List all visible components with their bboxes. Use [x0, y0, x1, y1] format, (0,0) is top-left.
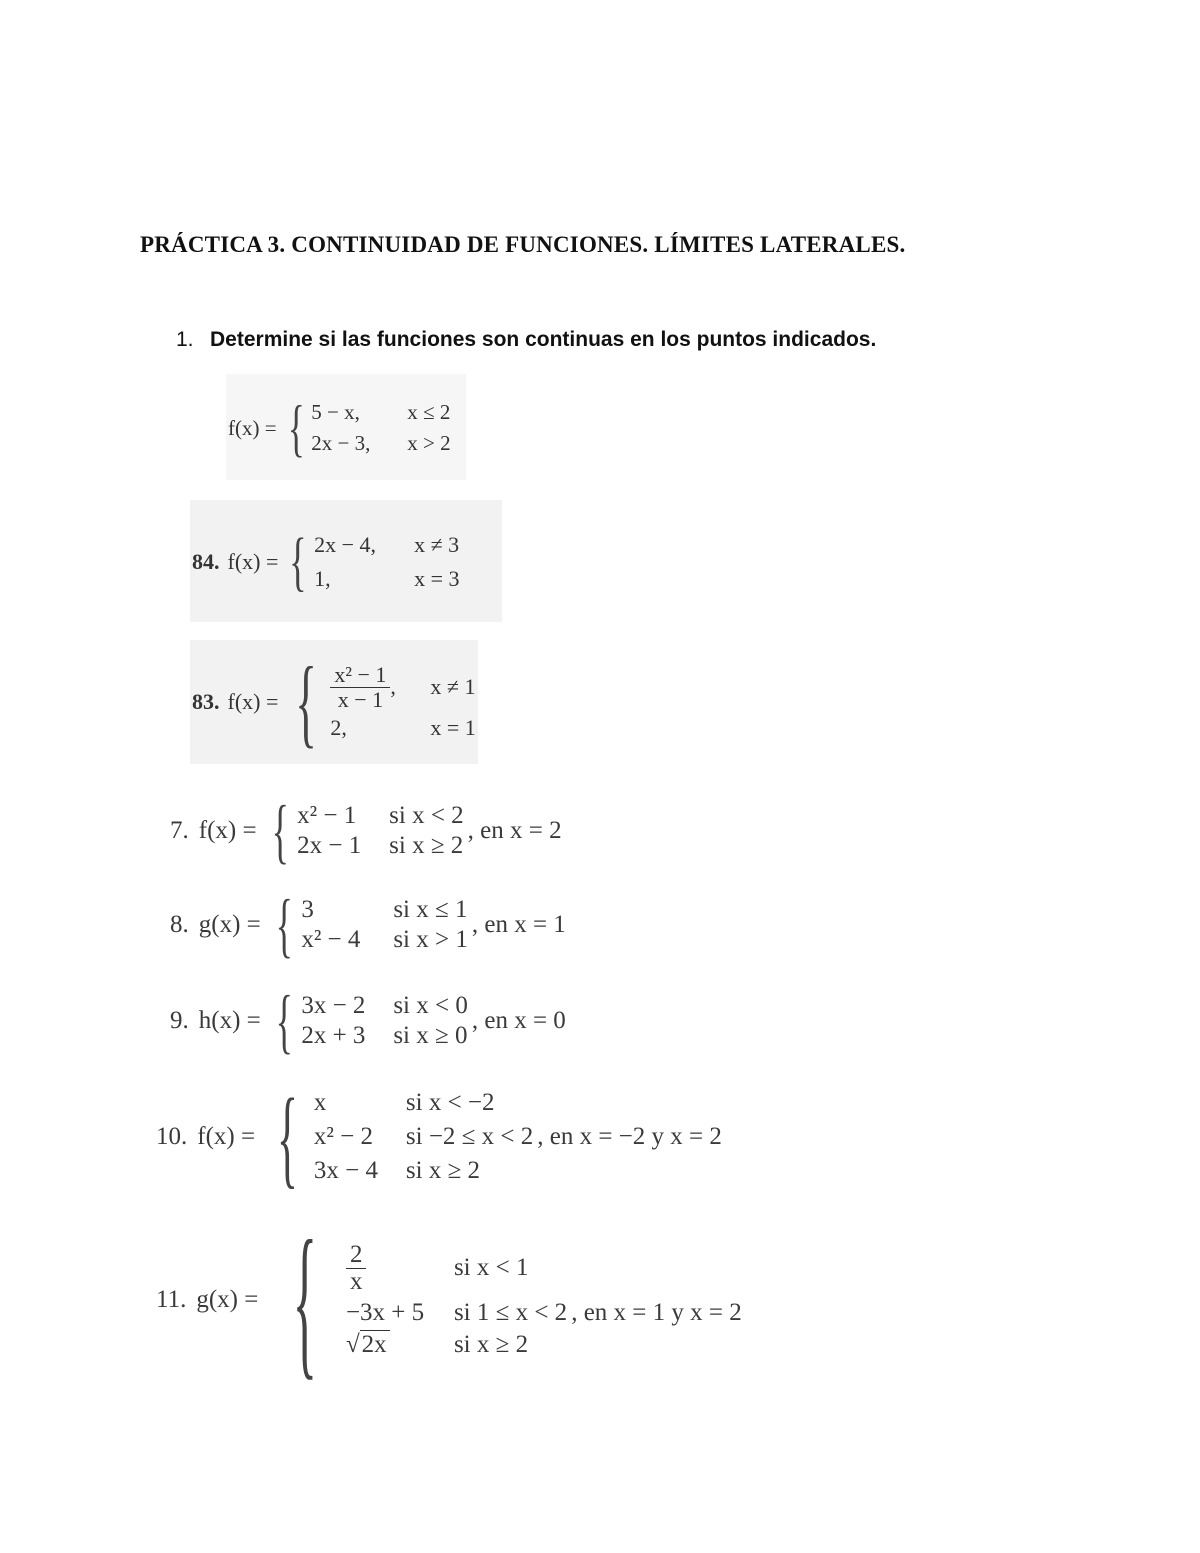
exercise-label: 7. — [170, 817, 189, 844]
case-expr: x² − 4 — [301, 926, 361, 953]
case-cond: si x ≤ 1 — [393, 896, 468, 923]
equation-lhs: f(x) = — [227, 549, 279, 574]
case-expr: 3 — [301, 896, 314, 923]
evaluation-point: , en x = 2 — [467, 817, 562, 844]
fraction-denominator: x — [349, 1268, 363, 1295]
case-expr: 2x + 3 — [301, 1022, 366, 1049]
case-cond: si x < 2 — [389, 802, 464, 829]
left-brace-icon: { — [292, 1206, 318, 1394]
cases — [346, 1241, 742, 1360]
exercise-label: 9. — [170, 1007, 189, 1034]
cases — [311, 400, 450, 456]
left-brace-icon: { — [287, 392, 305, 463]
radicand: 2x — [360, 1330, 390, 1358]
exercise-11 — [156, 1206, 742, 1394]
left-brace-icon: { — [275, 981, 293, 1061]
case-cond: si −2 ≤ x < 2 — [405, 1123, 534, 1150]
fraction-numerator: x² − 1 — [330, 663, 390, 687]
cases — [314, 1089, 722, 1185]
left-brace-icon: { — [276, 1076, 299, 1198]
case-cond: x ≤ 2 — [407, 400, 451, 424]
case-expr: 2x − 1 — [297, 832, 362, 859]
case-expr: −3x + 5 — [345, 1299, 425, 1327]
equation-lhs: g(x) = — [198, 911, 261, 938]
left-brace-icon: { — [295, 646, 318, 757]
fraction-numerator: 2 — [346, 1242, 367, 1269]
equation-lhs: f(x) = — [227, 689, 279, 714]
case-expr: x² − 2 — [313, 1123, 373, 1150]
case-expr: 5 − x, — [311, 400, 360, 424]
evaluation-point: , en x = 1 — [471, 911, 566, 938]
equation-lhs: h(x) = — [198, 1007, 261, 1034]
cases — [301, 992, 468, 1050]
equation-84 — [192, 520, 460, 604]
case-cond: x > 2 — [407, 431, 451, 455]
case-cond: si x < −2 — [405, 1089, 495, 1116]
case-cond: x ≠ 3 — [414, 532, 460, 557]
exercise-9 — [170, 981, 566, 1061]
case-cond: x = 3 — [414, 566, 460, 591]
case-expr: 2, — [330, 714, 347, 740]
exercise-label: 8. — [170, 911, 189, 938]
exercise-label: 83. — [192, 689, 220, 714]
cases — [314, 532, 459, 592]
equation-lhs: f(x) = — [228, 415, 277, 440]
question-text: Determine si las funciones son continuas en los puntos indicados. — [210, 328, 877, 351]
exercise-10 — [156, 1076, 722, 1198]
cases — [330, 663, 475, 740]
equation-lhs: g(x) = — [196, 1286, 259, 1313]
question-number: 1. — [176, 328, 194, 351]
case-cond: si x < 0 — [393, 992, 468, 1019]
case-expr: x — [313, 1089, 327, 1116]
equation-83 — [192, 648, 476, 756]
fraction-denominator: x − 1 — [337, 686, 384, 712]
case-cond: si x < 1 — [453, 1254, 529, 1281]
case-cond: si x > 1 — [393, 926, 468, 953]
exercise-label: 84. — [192, 549, 220, 574]
case-cond: si x ≥ 0 — [393, 1022, 468, 1049]
equation-lhs: f(x) = — [198, 817, 257, 844]
case-cond: x = 1 — [430, 714, 476, 740]
square-root — [346, 1331, 390, 1359]
cases — [301, 896, 468, 954]
exercise-8 — [170, 885, 566, 965]
left-brace-icon: { — [289, 525, 307, 598]
case-cond: x ≠ 1 — [430, 674, 476, 699]
exercise-label: 10. — [156, 1123, 188, 1150]
cases — [297, 802, 464, 860]
equation-1 — [228, 386, 451, 470]
page-title: PRÁCTICA 3. CONTINUIDAD DE FUNCIONES. LÍMITES LATERALES. — [140, 232, 906, 257]
case-expr: 3x − 2 — [301, 992, 366, 1019]
radical-sign-icon: √ — [345, 1331, 360, 1359]
case-cond: si x ≥ 2 — [453, 1331, 529, 1359]
case-expr: 2x − 3, — [311, 431, 371, 455]
left-brace-icon: { — [275, 885, 293, 965]
fraction — [330, 663, 390, 710]
case-expr: 1, — [314, 566, 331, 591]
fraction — [346, 1242, 367, 1296]
case-expr: x² − 1 — [297, 802, 357, 829]
evaluation-point: , en x = −2 y x = 2 — [537, 1123, 722, 1150]
case-cond: si x ≥ 2 — [405, 1157, 481, 1184]
question-1 — [176, 328, 876, 352]
evaluation-point: , en x = 0 — [471, 1007, 566, 1034]
equation-lhs: f(x) = — [197, 1123, 256, 1150]
exercise-label: 11. — [156, 1286, 187, 1313]
case-cond: si 1 ≤ x < 2 — [453, 1299, 568, 1327]
case-expr: 2x − 4, — [314, 532, 376, 557]
evaluation-point: , en x = 1 y x = 2 — [571, 1299, 742, 1327]
case-expr: 3x − 4 — [313, 1157, 378, 1184]
case-cond: si x ≥ 2 — [389, 832, 464, 859]
fraction-comma: , — [390, 674, 396, 699]
exercise-7 — [170, 791, 562, 871]
left-brace-icon: { — [271, 791, 289, 871]
